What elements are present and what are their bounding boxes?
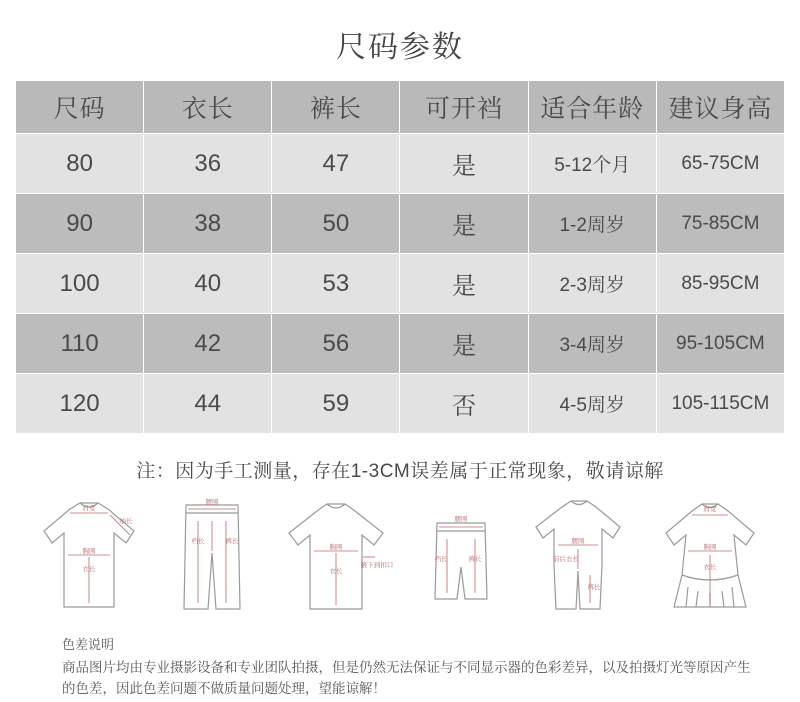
cell-top-length: 44 <box>144 374 272 434</box>
column-header-pant-length: 裤长 <box>272 81 400 134</box>
cell-top-length: 36 <box>144 134 272 194</box>
color-note-body: 商品图片均由专业摄影设备和专业团队拍摄，但是仍然无法保证与不同显示器的色彩差异，以及拍摄灯光等原因产生的色差，因此色差问题不做质量问题处理，望能谅解！ <box>62 660 751 696</box>
cell-suggested-height: 95-105CM <box>656 314 784 374</box>
cell-open-crotch: 是 <box>400 134 528 194</box>
label-bust: 胸围 <box>329 544 343 551</box>
cell-size: 90 <box>16 194 144 254</box>
label-garment-length: 衣长 <box>82 566 96 573</box>
cell-suitable-age: 2-3周岁 <box>528 254 656 314</box>
cell-top-length: 38 <box>144 194 272 254</box>
figure-long-pants <box>162 495 262 620</box>
column-header-suggested-height: 建议身高 <box>656 81 784 134</box>
figure-top-with-snap <box>275 495 397 620</box>
cell-suitable-age: 4-5周岁 <box>528 374 656 434</box>
table-row <box>16 134 785 194</box>
figure-romper <box>522 495 634 620</box>
column-header-top-length: 衣长 <box>144 81 272 134</box>
color-difference-note <box>40 634 760 700</box>
label-pant-length: 裤长 <box>225 538 239 545</box>
measurement-note: 注：因为手工测量，存在1-3CM误差属于正常现象，敬请谅解 <box>136 461 664 482</box>
figure-long-sleeve-top <box>30 495 148 620</box>
long-pants-icon <box>162 495 262 620</box>
column-header-suitable-age: 适合年龄 <box>528 81 656 134</box>
cell-suggested-height: 105-115CM <box>656 374 784 434</box>
table-row <box>16 254 785 314</box>
table-body <box>16 134 785 434</box>
label-shoulder-width: 肩宽 <box>703 506 717 513</box>
label-front-back-length: 前后衣长 <box>553 556 580 563</box>
cell-open-crotch: 是 <box>400 254 528 314</box>
cell-size: 110 <box>16 314 144 374</box>
size-parameters-table <box>15 80 785 434</box>
label-pant-length: 裤长 <box>468 556 482 563</box>
label-bust: 胸围 <box>82 548 96 555</box>
short-pants-icon <box>411 495 509 620</box>
label-garment-length: 衣长 <box>703 564 717 571</box>
cell-pant-length: 56 <box>272 314 400 374</box>
cell-top-length: 42 <box>144 314 272 374</box>
cell-open-crotch: 否 <box>400 374 528 434</box>
cell-suggested-height: 75-85CM <box>656 194 784 254</box>
cell-top-length: 40 <box>144 254 272 314</box>
cell-pant-length: 53 <box>272 254 400 314</box>
label-sleeve-length: 袖长 <box>119 518 133 525</box>
label-crotch-length: 档长 <box>191 538 205 545</box>
cell-pant-length: 47 <box>272 134 400 194</box>
cell-suggested-height: 65-75CM <box>656 134 784 194</box>
table-row <box>16 194 785 254</box>
figure-dress <box>648 495 770 620</box>
cell-suggested-height: 85-95CM <box>656 254 784 314</box>
garment-diagrams <box>30 495 770 620</box>
table-header-row <box>16 81 785 134</box>
label-crotch-length: 档长 <box>434 556 448 563</box>
cell-suitable-age: 5-12个月 <box>528 134 656 194</box>
table-header <box>16 81 785 134</box>
table-row <box>16 314 785 374</box>
column-header-size: 尺码 <box>16 81 144 134</box>
label-underarm-to-button: 腋下到扣口 <box>360 562 394 569</box>
label-bust: 胸围 <box>703 544 717 551</box>
label-waist: 腰围 <box>205 499 219 506</box>
romper-icon <box>522 495 634 620</box>
cell-pant-length: 50 <box>272 194 400 254</box>
dress-icon <box>648 495 770 620</box>
label-pant-length: 裤长 <box>587 584 601 591</box>
column-header-open-crotch: 可开裆 <box>400 81 528 134</box>
cell-size: 80 <box>16 134 144 194</box>
figure-short-pants <box>411 495 509 620</box>
table-row <box>16 374 785 434</box>
page-title: 尺码参数 <box>336 31 464 64</box>
cell-pant-length: 59 <box>272 374 400 434</box>
cell-suitable-age: 1-2周岁 <box>528 194 656 254</box>
cell-suitable-age: 3-4周岁 <box>528 314 656 374</box>
long-sleeve-top-icon <box>30 495 148 620</box>
cell-open-crotch: 是 <box>400 314 528 374</box>
label-waist: 腰围 <box>571 538 585 545</box>
cell-size: 120 <box>16 374 144 434</box>
label-waist: 腰围 <box>454 516 468 523</box>
label-shoulder-width: 肩宽 <box>82 505 96 512</box>
label-garment-length: 衣长 <box>329 568 343 575</box>
color-note-title: 色差说明 <box>62 637 115 652</box>
cell-open-crotch: 是 <box>400 194 528 254</box>
top-with-snap-icon <box>275 495 397 620</box>
cell-size: 100 <box>16 254 144 314</box>
